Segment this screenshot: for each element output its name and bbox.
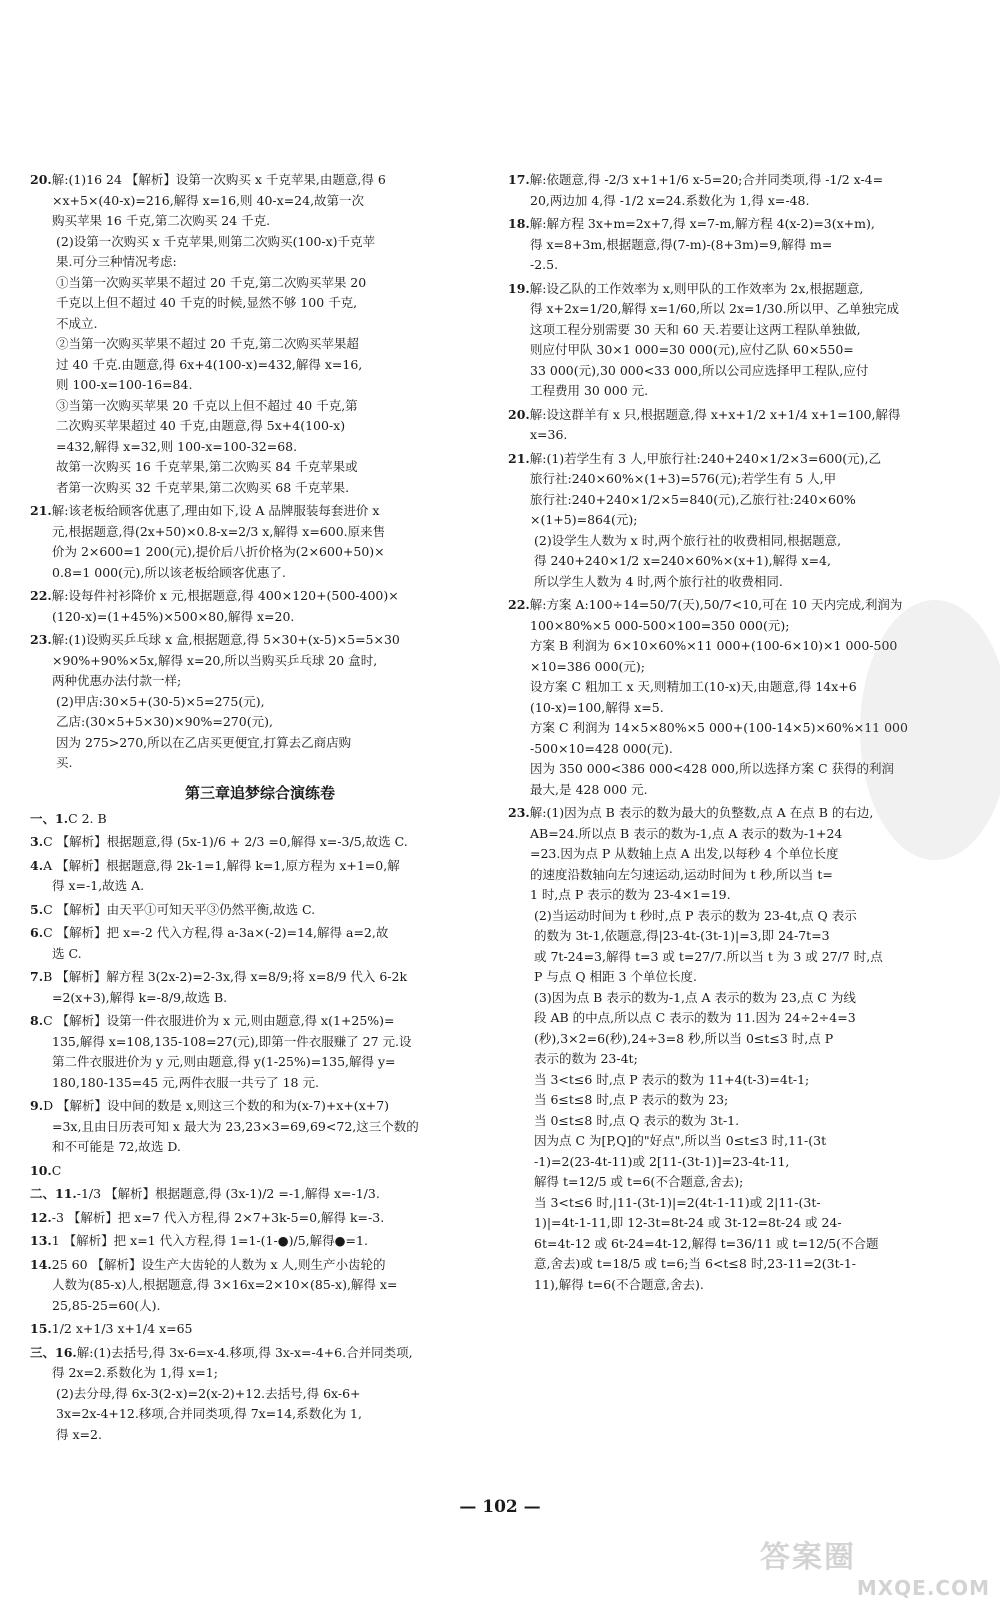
answer-subline: ①当第一次购买苹果不超过 20 千克,第二次购买苹果 20 <box>56 274 367 290</box>
answer-item <box>30 1231 490 1252</box>
answer-subline: 当 3<t≤6 时,点 P 表示的数为 11+4(t-3)=4t-1; <box>534 1071 810 1087</box>
question-number: 7. <box>30 969 44 984</box>
answer-line: ×10=386 000(元); <box>530 658 646 674</box>
answer-line: 旅行社:240×60%×(1+3)=576(元);若学生有 5 人,甲 <box>530 471 837 486</box>
answer-text: 1 【解析】把 x=1 代入方程,得 1=1-(1-●)/5,解得●=1. <box>51 1233 368 1248</box>
answer-line: 得 x=8+3m,根据题意,得(7-m)-(8+3m)=9,解得 m= <box>530 236 833 252</box>
answer-line: 得 x+2x=1/20,解得 x=1/60,所以 2x=1/30.所以甲、乙单独完成 <box>530 301 900 316</box>
answer-line <box>508 449 983 470</box>
answer-line: (10-x)=100,解得 x=5. <box>530 699 664 715</box>
answer-line <box>30 809 490 830</box>
answer-line: 的速度沿数轴向左匀速运动,运动时间为 t 秒,所以当 t= <box>530 866 833 882</box>
answer-subline: 段 AB 的中点,所以点 C 表示的数为 11.因为 24÷2÷4=3 <box>534 1010 856 1025</box>
answer-item <box>30 1343 490 1446</box>
question-number: 13. <box>30 1233 52 1248</box>
answer-subline: 3x=2x-4+12.移项,合并同类项,得 7x=14,系数化为 1, <box>56 1406 362 1421</box>
watermark-logo <box>760 1532 990 1600</box>
answer-subline: (2)甲店:30×5+(30-5)×5=275(元), <box>56 693 265 709</box>
answer-item <box>30 586 490 627</box>
answer-text: C 【解析】根据题意,得 (5x-1)/6 + 2/3 =0,解得 x=-3/5,故选 C. <box>43 834 408 849</box>
question-number: 三、16. <box>30 1344 77 1360</box>
answer-line: 旅行社:240+240×1/2×5=840(元),乙旅行社:240×60% <box>530 491 856 507</box>
answer-subline: 因为点 C 为[P,Q]的"好点",所以当 0≤t≤3 时,11-(3t <box>534 1133 827 1148</box>
question-number: 5. <box>30 901 44 917</box>
answer-line <box>30 630 490 651</box>
answer-text: 解:设这群羊有 x 只,根据题意,得 x+x+1/2 x+1/4 x+1=100,解得 <box>529 406 901 422</box>
answer-line <box>508 405 983 426</box>
answer-subline: 得 x=2. <box>56 1426 102 1442</box>
answer-text: 解:(1)去括号,得 3x-6=x-4.移项,得 3x-x=-4+6.合并同类项, <box>76 1344 413 1360</box>
answer-text: 25 60 【解析】设生产大齿轮的人数为 x 人,则生产小齿轮的 <box>51 1256 386 1272</box>
answer-subline: (2)当运动时间为 t 秒时,点 P 表示的数为 23-4t,点 Q 表示 <box>534 907 857 923</box>
answer-line: ×90%+90%×5x,解得 x=20,所以当购买乒乓球 20 盒时, <box>52 652 378 668</box>
answer-text: -3 【解析】把 x=7 代入方程,得 2×7+3k-5=0,解得 k=-3. <box>51 1209 385 1225</box>
question-number: 15. <box>30 1321 52 1336</box>
answer-line: =2(x+3),解得 k=-8/9,故选 B. <box>52 989 228 1005</box>
answer-item <box>30 501 490 583</box>
answer-item <box>30 967 490 1008</box>
answer-item <box>30 1319 490 1340</box>
answer-item <box>30 900 490 921</box>
answer-line: 33 000(元),30 000<33 000,所以公司应选择甲工程队,应付 <box>530 362 869 378</box>
answer-line: 这项工程分别需要 30 天和 60 天.若要让这两工程队单独做, <box>530 321 861 337</box>
answer-line <box>30 586 490 607</box>
answer-subline: (3)因为点 B 表示的数为-1,点 A 表示的数为 23,点 C 为线 <box>534 989 856 1005</box>
answer-subline: =432,解得 x=32,则 100-x=100-32=68. <box>56 438 298 454</box>
answer-text: 解:(1)若学生有 3 人,甲旅行社:240+240×1/2×3=600(元),乙 <box>529 450 882 466</box>
answer-text: A 【解析】根据题意,得 2k-1=1,解得 k=1,原方程为 x+1=0,解 <box>43 857 400 873</box>
answer-subline: P 与点 Q 相距 3 个单位长度. <box>534 969 697 984</box>
answer-subline: 或 7t-24=3,解得 t=3 或 t=27/7.所以当 t 为 3 或 27/7 时,点 <box>534 948 883 964</box>
answer-text: C 【解析】把 x=-2 代入方程,得 a-3a×(-2)=14,解得 a=2,故 <box>43 925 389 940</box>
answer-line: 购买苹果 16 千克,第二次购买 24 千克. <box>52 213 271 228</box>
answer-item <box>30 170 490 498</box>
answer-subline: 则 100-x=100-16=84. <box>56 377 193 392</box>
answer-subline: 故第一次购买 16 千克苹果,第二次购买 84 千克苹果或 <box>56 459 358 474</box>
answer-line <box>508 170 983 191</box>
answer-line: 人数为(85-x)人,根据题意,得 3×16x=2×10×(85-x),解得 x= <box>52 1277 398 1292</box>
question-number: 9. <box>30 1098 44 1113</box>
answer-line: 选 C. <box>52 945 82 961</box>
answer-line <box>30 1343 490 1364</box>
answer-line: 和不可能是 72,故选 D. <box>52 1139 181 1154</box>
question-number: 20. <box>508 406 530 422</box>
question-number: 23. <box>30 632 52 647</box>
answer-line: ×x+5×(40-x)=216,解得 x=16,则 40-x=24,故第一次 <box>52 192 365 208</box>
answer-text: 解:(1)16 24 【解析】设第一次购买 x 千克苹果,由题意,得 6 <box>51 172 386 187</box>
answer-line <box>30 900 490 921</box>
answer-subline: -1)=2(23-4t-11)或 2[11-(3t-1)]=23-4t-11, <box>534 1153 790 1169</box>
answer-item <box>30 630 490 774</box>
answer-item <box>30 856 490 897</box>
answer-item <box>30 1255 490 1317</box>
answer-line: ×(1+5)=864(元); <box>530 512 638 527</box>
answer-subline: (2)设学生人数为 x 时,两个旅行社的收费相同,根据题意, <box>534 532 842 548</box>
answer-text: 解:方案 A:100÷14=50/7(天),50/7<10,可在 10 天内完成,利润为 <box>529 597 903 612</box>
page-number: — 102 — <box>459 1497 541 1517</box>
answer-item <box>30 923 490 964</box>
answer-subline: 二次购买苹果超过 40 千克,由题意,得 5x+4(100-x) <box>56 418 346 433</box>
answer-item <box>508 214 983 276</box>
answer-line: -2.5. <box>530 257 559 272</box>
answer-text: 1/2 x+1/3 x+1/4 x=65 <box>51 1321 193 1336</box>
stamp-mark <box>860 600 1000 860</box>
question-number: 14. <box>30 1256 52 1272</box>
answer-line <box>30 1231 490 1252</box>
answer-line <box>30 1184 490 1205</box>
answer-line <box>30 1096 490 1117</box>
answer-subline: (2)去分母,得 6x-3(2-x)=2(x-2)+12.去括号,得 6x-6+ <box>56 1385 361 1401</box>
answer-subline: 过 40 千克.由题意,得 6x+4(100-x)=432,解得 x=16, <box>56 356 363 372</box>
answer-item <box>30 1011 490 1093</box>
answer-item <box>508 449 983 593</box>
question-number: 8. <box>30 1013 44 1028</box>
question-number: 20. <box>30 172 52 187</box>
answer-subline: 当 6≤t≤8 时,点 P 表示的数为 23; <box>534 1092 729 1107</box>
question-number: 3. <box>30 834 44 849</box>
answer-line: 两种优惠办法付款一样; <box>52 673 182 688</box>
answer-subline: ②当第一次购买苹果不超过 20 千克,第二次购买苹果超 <box>56 336 359 351</box>
answer-line: 20,两边加 4,得 -1/2 x=24.系数化为 1,得 x=-48. <box>530 192 810 208</box>
answer-line: 最大,是 428 000 元. <box>530 781 648 797</box>
answer-line: =3x,且由日历表可知 x 最大为 23,23×3=69,69<72,这三个数的 <box>52 1118 419 1134</box>
answer-item <box>30 1161 490 1182</box>
answer-subline: 当 3<t≤6 时,|11-(3t-1)|=2(4t-1-11)或 2|11-(3t- <box>534 1194 821 1210</box>
answer-line: 135,解得 x=108,135-108=27(元),即第一件衣服赚了 27 元.设 <box>52 1033 412 1049</box>
answer-text: D 【解析】设中间的数是 x,则这三个数的和为(x-7)+x+(x+7) <box>43 1098 390 1113</box>
answer-subline: (2)设第一次购买 x 千克苹果,则第二次购买(100-x)千克苹 <box>56 233 376 249</box>
question-number: 22. <box>508 597 530 612</box>
answer-line <box>30 1011 490 1032</box>
answer-item <box>30 1096 490 1158</box>
question-number: 二、11. <box>30 1186 77 1201</box>
answer-line: 则应付甲队 30×1 000=30 000(元),应付乙队 60×550= <box>530 342 854 357</box>
answer-line: 设方案 C 粗加工 x 天,则精加工(10-x)天,由题意,得 14x+6 <box>530 679 857 694</box>
question-number: 19. <box>508 280 530 296</box>
question-number: 21. <box>30 503 52 518</box>
answer-text: C <box>51 1162 62 1178</box>
answer-subline: 表示的数为 23-4t; <box>534 1051 638 1066</box>
answer-line: =23.因为点 P 从数轴上点 A 出发,以每秒 4 个单位长度 <box>530 846 839 861</box>
answer-item <box>30 1208 490 1229</box>
answer-line <box>30 501 490 522</box>
answer-line: 得 x=-1,故选 A. <box>52 878 145 893</box>
answer-line <box>30 1161 490 1182</box>
answer-item <box>508 405 983 446</box>
question-number: 一、1. <box>30 810 69 826</box>
answer-text: C 【解析】设第一件衣服进价为 x 元,则由题意,得 x(1+25%)= <box>43 1013 395 1028</box>
answer-line <box>30 1255 490 1276</box>
answer-text: B 【解析】解方程 3(2x-2)=2-3x,得 x=8/9;将 x=8/9 代入 6-2k <box>43 969 408 984</box>
watermark-url: MXQE.COM <box>856 1576 990 1600</box>
answer-subline: 6t=4t-12 或 6t-24=4t-12,解得 t=36/11 或 t=12/5(不合题 <box>534 1235 879 1251</box>
section-title: 第三章追梦综合演练卷 <box>184 783 335 802</box>
answer-line <box>508 214 983 235</box>
answer-line: 元,根据题意,得(2x+50)×0.8-x=2/3 x,解得 x=600.原来售 <box>52 523 386 539</box>
answer-line: 价为 2×600=1 200(元),提价后八折价格为(2×600+50)× <box>52 544 385 559</box>
answer-subline: 解得 t=12/5 或 t=6(不合题意,舍去); <box>534 1174 744 1189</box>
answer-subline: 者第一次购买 32 千克苹果,第二次购买 68 千克苹果. <box>56 479 350 495</box>
answer-text: C 【解析】由天平①可知天平③仍然平衡,故选 C. <box>43 901 316 917</box>
answer-subline: 千克以上但不超过 40 千克的时候,显然不够 100 千克, <box>56 295 358 310</box>
answer-line <box>30 1208 490 1229</box>
answer-text: 解:(1)设购买乒乓球 x 盒,根据题意,得 5×30+(x-5)×5=5×30 <box>51 632 400 647</box>
answer-text: 解:(1)因为点 B 表示的数为最大的负整数,点 A 在点 B 的右边, <box>529 805 874 820</box>
answer-line: 0.8=1 000(元),所以该老板给顾客优惠了. <box>52 564 286 580</box>
answer-line <box>30 856 490 877</box>
answer-line: 得 2x=2.系数化为 1,得 x=1; <box>52 1365 218 1380</box>
answer-line: 工程费用 30 000 元. <box>530 383 649 398</box>
answer-line <box>30 967 490 988</box>
answer-subline: 1)|=4t-1-11,即 12-3t=8t-24 或 3t-12=8t-24 或 24- <box>534 1215 842 1230</box>
question-number: 22. <box>30 588 52 603</box>
answer-text: C 2. B <box>68 810 107 826</box>
answer-item <box>30 809 490 830</box>
question-number: 21. <box>508 450 530 466</box>
answer-line: AB=24.所以点 B 表示的数为-1,点 A 表示的数为-1+24 <box>530 825 843 841</box>
answer-line <box>30 170 490 191</box>
answer-line: 25,85-25=60(人). <box>52 1297 161 1313</box>
answer-text: 解:该老板给顾客优惠了,理由如下,设 A 品牌服装每套进价 x <box>51 503 380 518</box>
answer-line: 因为 350 000<386 000<428 000,所以选择方案 C 获得的利润 <box>530 761 894 776</box>
answer-item <box>508 279 983 402</box>
answer-text: 解:设乙队的工作效率为 x,则甲队的工作效率为 2x,根据题意, <box>529 280 864 296</box>
left-column <box>30 170 490 1448</box>
answer-line <box>30 1319 490 1340</box>
answer-subline: 果.可分三种情况考虑: <box>56 254 177 269</box>
answer-subline: (秒),3×2=6(秒),24÷3=8 秒,所以当 0≤t≤3 时,点 P <box>534 1030 834 1046</box>
answer-subline: 因为 275>270,所以在乙店买更便宜,打算去乙商店购 <box>56 734 352 750</box>
answer-item <box>508 803 983 1295</box>
answer-line: 180,180-135=45 元,两件衣服一共亏了 18 元. <box>52 1074 319 1090</box>
question-number: 10. <box>30 1162 52 1178</box>
answer-line <box>30 923 490 944</box>
question-number: 4. <box>30 857 44 873</box>
question-number: 23. <box>508 805 530 820</box>
answer-subline: 的数为 3t-1,依题意,得|23-4t-(3t-1)|=3,即 24-7t=3 <box>534 928 830 943</box>
answer-line: 100×80%×5 000-500×100=350 000(元); <box>530 617 790 633</box>
answer-line <box>30 832 490 853</box>
answer-subline: 买. <box>56 755 73 770</box>
answer-subline: 11),解得 t=6(不合题意,舍去). <box>534 1276 704 1292</box>
answer-item <box>30 1184 490 1205</box>
question-number: 18. <box>508 216 530 231</box>
answer-item <box>508 170 983 211</box>
answer-subline: 当 0≤t≤8 时,点 Q 表示的数为 3t-1. <box>534 1112 740 1128</box>
answer-line <box>508 279 983 300</box>
answer-item <box>30 832 490 853</box>
answer-text: 解:依题意,得 -2/3 x+1+1/6 x-5=20;合并同类项,得 -1/2 x-4= <box>529 172 884 187</box>
answer-subline: 乙店:(30×5+5×30)×90%=270(元), <box>56 714 273 729</box>
answer-subline: 意,舍去)或 t=18/5 或 t=6;当 6<t≤8 时,23-11=2(3t-1- <box>534 1256 857 1271</box>
answer-subline: 不成立. <box>56 315 98 331</box>
answer-line: 1 时,点 P 表示的数为 23-4×1=19. <box>530 887 731 902</box>
answer-line: 第二件衣服进价为 y 元,则由题意,得 y(1-25%)=135,解得 y= <box>52 1054 396 1069</box>
answer-line: 方案 B 利润为 6×10×60%×11 000+(100-6×10)×1 000-500 <box>530 638 898 653</box>
answer-subline: 得 240+240×1/2 x=240×60%×(x+1),解得 x=4, <box>534 553 831 568</box>
answer-subline: ③当第一次购买苹果 20 千克以上但不超过 40 千克,第 <box>56 397 358 413</box>
answer-line: x=36. <box>530 427 568 442</box>
question-number: 12. <box>30 1209 52 1225</box>
question-number: 17. <box>508 172 530 187</box>
question-number: 6. <box>30 925 44 940</box>
watermark-text: 答案圈 <box>760 1540 856 1575</box>
answer-text: -1/3 【解析】根据题意,得 (3x-1)/2 =-1,解得 x=-1/3. <box>76 1186 380 1201</box>
answer-line: -500×10=428 000(元). <box>530 740 673 756</box>
answer-line: (120-x)=(1+45%)×500×80,解得 x=20. <box>52 608 295 624</box>
answer-line: 方案 C 利润为 14×5×80%×5 000+(100-14×5)×60%×11 000 <box>530 720 908 735</box>
answer-subline: 所以学生人数为 4 时,两个旅行社的收费相同. <box>534 573 783 589</box>
answer-text: 解:解方程 3x+m=2x+7,得 x=7-m,解方程 4(x-2)=3(x+m), <box>529 216 875 231</box>
answer-text: 解:设每件衬衫降价 x 元,根据题意,得 400×120+(500-400)× <box>51 588 399 603</box>
